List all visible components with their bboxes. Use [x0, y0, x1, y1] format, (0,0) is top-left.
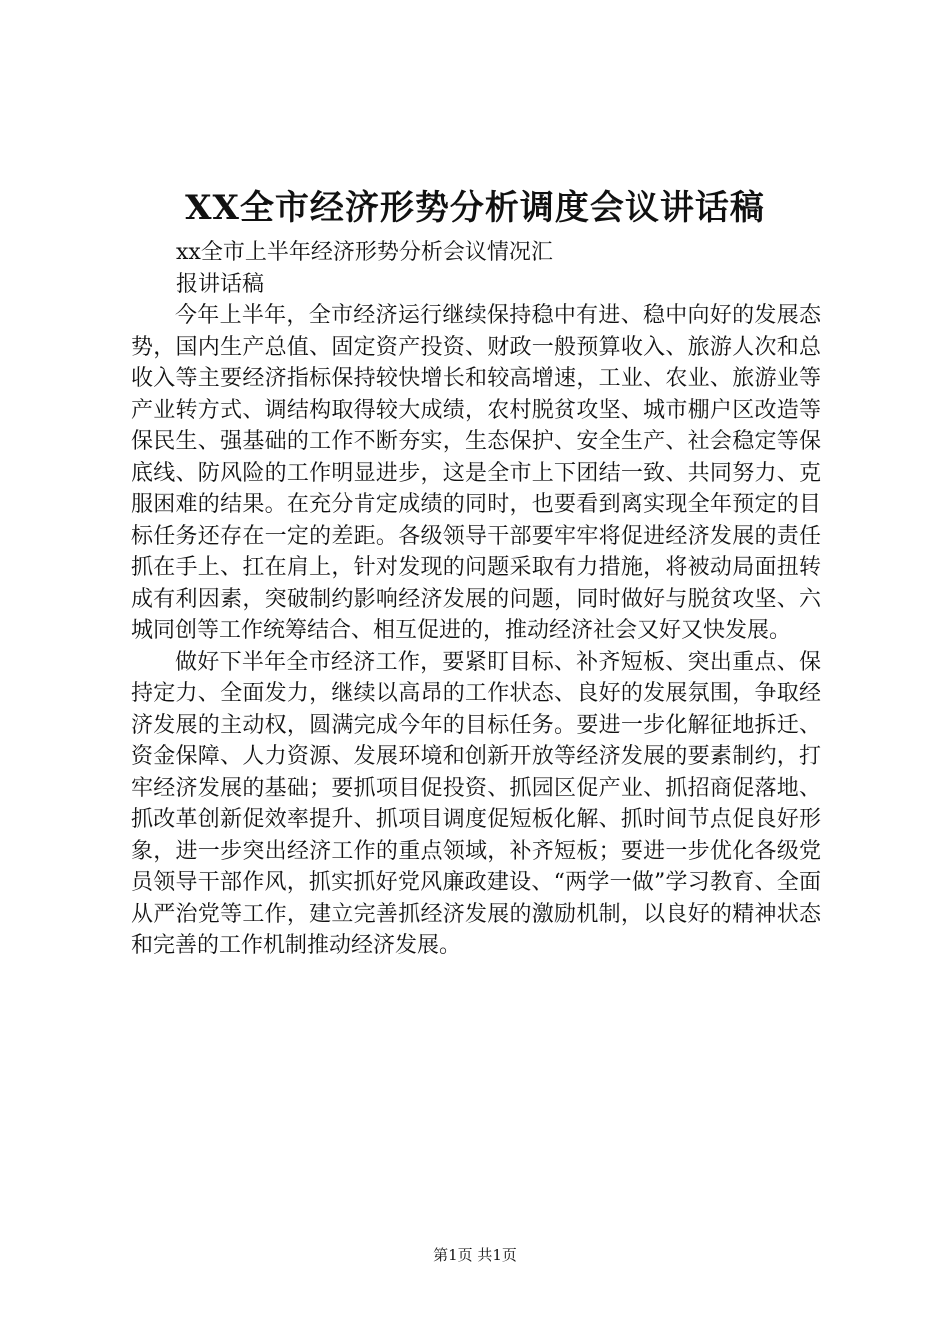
- document-title: XX全市经济形势分析调度会议讲话稿: [185, 188, 765, 228]
- document-subtitle: [176, 237, 776, 301]
- subtitle-line-1: xx全市上半年经济形势分析会议情况汇: [176, 240, 553, 265]
- subtitle-line-2: 报讲话稿: [176, 272, 265, 297]
- page-number-footer: 第1页 共1页: [433, 1246, 517, 1264]
- body-paragraph-2: 做好下半年全市经济工作，要紧盯目标、补齐短板、突出重点、保持定力、全面发力，继续以高昂的工作状态、良好的发展氛围，争取经济发展的主动权，圆满完成今年的目标任务。要进一步化解征地拆迁、资金保障、人力资源、发展环境和创新开放等经济发展的要素制约，打牢经济发展的基础；要抓项目促投资、抓园区促产业、抓招商促落地、抓改革创新促效率提升、抓项目调度促短板化解、抓时间节点促良好形象，进一步突出经济工作的重点领域，补齐短板；要进一步优化各级党员领导干部作风，抓实抓好党风廉政建设、“两学一做”学习教育、全面从严治党等工作，建立完善抓经济发展的激励机制，以良好的精神状态和完善的工作机制推动经济发展。: [131, 649, 821, 958]
- document-body: [131, 300, 821, 962]
- body-paragraph-1: 今年上半年，全市经济运行继续保持稳中有进、稳中向好的发展态势，国内生产总值、固定资产投资、财政一般预算收入、旅游人次和总收入等主要经济指标保持较快增长和较高增速，工业、农业、旅游业等产业转方式、调结构取得较大成绩，农村脱贫攻坚、城市棚户区改造等保民生、强基础的工作不断夯实，生态保护、安全生产、社会稳定等保底线、防风险的工作明显进步，这是全市上下团结一致、共同努力、克服困难的结果。在充分肯定成绩的同时，也要看到离实现全年预定的目标任务还存在一定的差距。各级领导干部要牢牢将促进经济发展的责任抓在手上、扛在肩上，针对发现的问题采取有力措施，将被动局面扭转成有利因素，突破制约影响经济发展的问题，同时做好与脱贫攻坚、六城同创等工作统筹结合、相互促进的，推动经济社会又好又快发展。: [131, 303, 821, 643]
